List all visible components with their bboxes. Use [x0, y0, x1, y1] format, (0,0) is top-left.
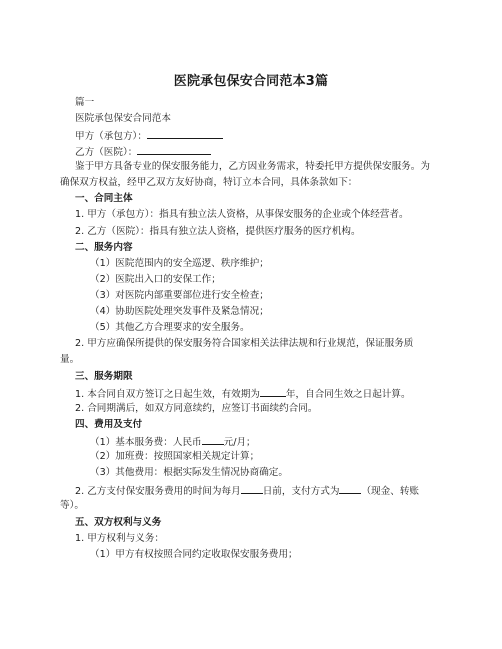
section-3-item-1-text-b: 年，自合同生效之日起计算。 [285, 389, 411, 400]
section-3-item-1-text-a: 1. 本合同自双方签订之日起生效，有效期为 [75, 389, 260, 400]
section-4-item-2d: 等）。 [60, 500, 84, 511]
section-4-sub-1 [90, 435, 256, 449]
term-years-blank [260, 387, 286, 397]
section-5-sub-1: （1）甲方有权按照合同约定收取保安服务费用； [90, 549, 298, 560]
section-5-heading: 五、双方权利与义务 [75, 517, 162, 528]
party-a-blank [147, 129, 223, 139]
section-1-item-2: 2. 乙方（医院）：指具有独立法人资格，提供医疗服务的医疗机构。 [75, 226, 361, 237]
monthly-fee-blank [202, 435, 224, 445]
section-3-item-2: 2. 合同期满后，如双方同意续约，应签订书面续约合同。 [75, 403, 318, 414]
section-4-sub-1-text-b: 元/月； [223, 437, 256, 448]
section-2-sub-1: （1）医院范围内的安全巡逻、秩序维护； [90, 258, 269, 269]
section-2-item-2b: 量。 [60, 354, 80, 365]
section-2-sub-3: （3）对医院内部重要部位进行安全检查； [90, 290, 269, 301]
subtitle: 医院承包保安合同范本 [75, 113, 171, 124]
section-4-sub-3: （3）其他费用：根据实际发生情况协商确定。 [90, 467, 288, 478]
section-4-sub-1-text-a: （1）基本服务费：人民币 [90, 437, 202, 448]
part-label: 篇一 [75, 97, 95, 108]
section-4-sub-2: （2）加班费：按照国家相关规定计算； [90, 451, 260, 462]
party-b-label: 乙方（医院）： [75, 147, 138, 158]
section-4-item-2-text-a: 2. 乙方支付保安服务费用的时间为每月 [75, 486, 241, 497]
section-4-item-2-text-b: 日前，支付方式为 [262, 486, 340, 497]
section-2-heading: 二、服务内容 [75, 242, 133, 253]
pay-method-blank [339, 484, 361, 494]
section-4-heading: 四、费用及支付 [75, 419, 143, 430]
pay-day-blank [241, 484, 263, 494]
party-a-line [75, 129, 223, 143]
section-1-item-1: 1. 甲方（承包方）：指具有独立法人资格，从事保安服务的企业或个体经营者。 [75, 209, 409, 220]
document-title: 医院承包保安合同范本3篇 [173, 74, 329, 89]
section-2-sub-4: （4）协助医院处理突发事件及紧急情况； [90, 306, 269, 317]
section-2-item-2a: 2. 甲方应确保所提供的保安服务符合国家相关法律法规和行业规范，保证服务质 [75, 338, 414, 349]
section-2-sub-5: （5）其他乙方合理要求的安全服务。 [90, 322, 250, 333]
preamble-line-1: 鉴于甲方具备专业的保安服务能力，乙方因业务需求，特委托甲方提供保安服务。为 [75, 161, 430, 172]
section-2-sub-2: （2）医院出入口的安保工作； [90, 274, 221, 285]
party-b-line [75, 145, 211, 159]
section-3-heading: 三、服务期限 [75, 371, 133, 382]
section-4-item-2-text-c: （现金、转账 [361, 486, 420, 497]
section-3-item-1 [75, 387, 411, 401]
party-a-label: 甲方（承包方）： [75, 131, 147, 142]
preamble-line-2: 确保双方权益，经甲乙双方友好协商，特订立本合同，具体条款如下： [60, 177, 358, 188]
section-4-item-2 [75, 484, 419, 498]
party-b-blank [137, 145, 211, 155]
section-1-heading: 一、合同主体 [75, 193, 133, 204]
section-5-item-1: 1. 甲方权利与义务： [75, 533, 164, 544]
